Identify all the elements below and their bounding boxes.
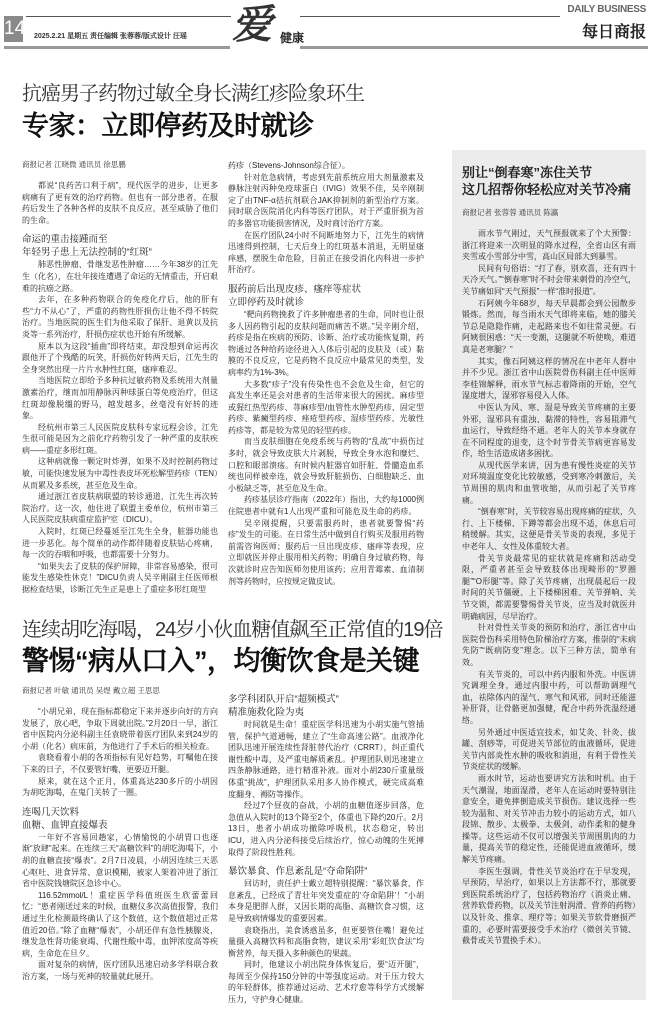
divider [4,46,230,49]
divider [26,16,231,17]
paragraph: 中医认为风、寒、湿是导致关节疼痛的主要外邪，湿邪具有重浊、黏滞的特性，容易阻滞气血运行，导致经络不通。老年人的关节本身就存在不同程度的退变，这个时节骨关节病更容易发作，给生活造成诸多困扰。 [462,402,636,459]
paper-name-cn: 每日商报 [581,22,646,41]
paragraph: 针对骨性关节炎的预防和治疗，浙江省中山医院骨伤科采用特色阶梯治疗方案，推崇的“未病先防”“既病防变”理念。以下三种方法，简单有效。 [462,623,636,667]
section-subheading: 血糖、血钾直接爆表 [22,819,108,831]
section-name: 健康 [280,31,305,45]
paragraph: 原本以为这段“插曲”即将结束，却没想到命运再次跟他开了个残酷的玩笑，肝损伤好转两天后，江先生的全身突然出现一片片水肿性红斑，瘙痒难忍。 [22,341,218,374]
paragraph: 都说“良药苦口利于病”，现代医学的进步，让更多病痛有了更有效的治疗药物。但也有一部分患者，在服药后发生了各种各样的皮肤不良反应，甚至威胁了他们的生命。 [22,181,218,225]
sidebar-title-line: 这几招帮你轻松应对关节冷痛 [462,182,632,197]
article-column [228,160,424,587]
paragraph: 一年好不容易回趟家，心情愉悦的小胡胃口也逐渐“放肆”起来。在连续三天“高糖饮料”的胡吃海喝下，小胡的血糖直接“爆表”。2月7日凌晨，小胡因连续三天恶心呕吐、进食异常、意识模糊，被家人架着冲进了浙江省中医院钱塘院区急诊中心。 [22,832,218,889]
section-subheading: 服药前后出现皮疹、瘙痒等症状 [228,283,362,295]
paragraph: 面对复杂的病情，医疗团队迅速启动多学科联合救治方案，一场与死神的较量就此展开。 [22,960,218,981]
page-number: 14 [4,16,23,42]
paragraph: “小胡兄弟，现在指标都稳定下来并逐步向好的方向发展了，放心吧，争取下周就出院。”2月20日一早，浙江省中医院内分泌科副主任袁晓带着医疗团队来到24岁的小胡（化名）病床前，为他进行了手术后的相关检查。 [22,707,219,751]
paragraph: 当地医院立即给予多种抗过敏药物及系统用大剂量激素治疗，继而加用静脉丙种球蛋白等免疫治疗，但这红斑却像脱缰的野马，越发越多，丝毫没有好转的迹象。 [22,376,218,421]
paragraph: 药疹（Stevens-Johnson综合征）。 [228,161,350,170]
section-subheading: 多学科团队开启“超频模式” [228,694,339,705]
section-subheading: 连喝几天饮料 [22,806,80,818]
paragraph: 袁晓看着小胡的各项指标有见好趋势，叮嘱他在接下来的日子，不仅要管好嘴，更要迈开腿。 [22,753,218,774]
byline: 商报记者 张蓉蓉 通讯员 陈瀛 [462,208,559,217]
section-logo: 爱 [232,1,272,48]
section-subheading: 命运的重击接踵而至 [22,234,108,246]
paragraph: 在医疗团队24小时不间断地努力下，江先生的病情迅速得到控制，七天后身上的红斑基本消退，无明显瘙痒感，摆脱生命危险，目前正在接受消化内科进一步护肝治疗。 [228,230,424,275]
paragraph: 肺恶性肿瘤、骨继发恶性肿瘤……今年38岁的江先生（化名），在壮年接连遭遇了命运的无情重击，开启艰难的抗癌之路。 [22,260,218,293]
sidebar-title [462,164,636,198]
paragraph: 其实，像石阿姨这样的情况在中老年人群中并不少见。浙江省中山医院骨伤科副主任中医师李桂锦解释，雨水节气标志着降雨的开始，空气湿度增大，湿邪容易侵入人体。 [462,356,636,401]
paragraph: 从现代医学来讲，因为患有慢性炎症的关节对环境温度变化比较敏感，受到寒冷刺激后，关节周围的肌肉和血管收缩，从而引起了关节疼痛。 [462,460,636,505]
sidebar-article-joint-pain [452,150,646,1000]
paragraph: 石阿姨今年68岁，每天早晨都会到公园散步锻炼。然而，每当雨水天气即将来临，她的膝关节总是隐隐作痛，走起路来也不如往常灵便。石阿姨很困惑：“天一变潮，这腿就不听使唤，难道真是老寒腿？” [462,298,636,354]
paragraph: 针对危急病情，考虑到先前系统应用大剂量激素及静脉注射丙种免疫球蛋白（IVIG）效果不佳，吴辛刚制定了由TNF-α拮抗剂联合JAK抑制剂的新型治疗方案。同时联合医院消化内科等医疗团队，对于严重肝损为首的多器官功能损害情况，及时商讨治疗方案。 [228,172,424,228]
article-column [22,686,218,982]
section-subheading: 立即停药及时就诊 [228,296,305,308]
paragraph: 雨水节气刚过，天气预报就来了个大预警：浙江将迎来一次明显的降水过程，全省山区有雨夹雪或小雪部分中雪，高山区局部大到暴雪。 [462,229,636,262]
section-subheading: 年轻男子患上无法控制的“红斑” [22,247,152,259]
paragraph: 另外通过中医适宜技术，如艾灸、针灸、拔罐、刮痧等，可促进关节部位的血液循环，促进关节内部炎性水肿的吸收和消退，有利于骨性关节炎症状的缓解。 [462,727,636,772]
paragraph: “倒春寒”时，关节较容易出现疼痛的症状，久行、上下楼梯、下蹲等都会出现不适，休息后可稍缓解。其实，这便是骨关节炎的表现，多见于中老年人、女性及体重较大者。 [462,507,636,552]
paragraph: 经过7个昼夜的奋战，小胡的血糖值逐步回落，危急值从入院时的13个降至2个，体重也下降约20斤。2月13日，患者小胡成功撤除呼吸机，状态稳定，转出ICU，进入内分泌科接受后续治疗，惊心动魄的生死搏取得了阶段性胜利。 [228,801,424,857]
paragraph: 大多数“疹子”没有传染性也不会危及生命，但它的高发生率还是会对患者的生活带来很大的困扰。麻疹型或猩红热型药疹、荨麻疹型/血管性水肿型药疹、固定型药疹、紫癜型药疹、痤疮型药疹、湿疹型药疹、光敏性药疹等，都是较为常见的轻型药疹。 [228,379,424,435]
sidebar-title-line: 别让“倒春寒”冻住关节 [462,165,593,180]
paragraph: 去年，在多种药物联合的免疫化疗后，他的肝有些“力不从心”了，严重的药物性肝损伤让他不得不转院治疗。当地医院的医生们为他采取了保肝、退黄以及抗炎等一系列治疗，肝损伤症状也开始有所缓解。 [22,295,218,339]
article-subtitle: 抗癌男子药物过敏全身长满红疹险象环生 [22,83,364,105]
sidebar-column [462,208,636,947]
paragraph: “如果失去了皮肤的保护屏障，非常容易感染，很可能发生感染性休克！”DICU负责人吴辛刚副主任医师根据检查结果，诊断江先生正是患上了重症多形红斑型 [22,561,218,594]
section-subheading: 精准施救化险为夷 [228,707,305,718]
article-column [22,160,218,596]
byline: 商报记者 江晓微 通讯员 徐思鹏 [22,160,126,169]
paragraph: 吴辛刚提醒，只要需服药时，患者就要警惕“药疹”发生的可能。在日常生活中做到自行购买及服用药物前需咨询医师；服药后一旦出现皮疹、瘙痒等表现，应立即就医并停止服用相关药物；明确自身过敏药物，每次就诊时应告知医师勿使用该药；应用青霉素、血清制剂等药物时，应按规定做皮试。 [228,518,424,586]
paragraph: 李医生强调，骨性关节炎治疗在于早发现，早预防，早治疗，如果以上方法都不行，那就要到医院系统治疗了，包括药物治疗（消炎止痛、营养软骨药物，以及关节注射润滑、营养的药物）以及针灸、推拿、理疗等；如果关节软骨磨损严重的，必要时需要接受手术治疗（微创关节镜、截骨或关节置换手术）。 [462,866,636,946]
paragraph: “靶向药物挽救了许多肿瘤患者的生命，同时也让很多人因药物引起的皮肤问题而痛苦不堪。”吴辛刚介绍，药疹是指在疾病的预防、诊断、治疗或功能恢复期，药物通过各种给药途径进入人体后引起的皮肤及（或）黏膜的不良反应，它是药物不良反应中最常见的类型，发病率约为1%-3%。 [228,309,424,377]
divider [300,46,648,49]
paragraph: 骨关节炎最常见的症状就是疼痛和活动受限，严重者甚至会导致肢体出现畸形的“罗圈腿”“O形腿”等。除了关节疼痛，出现晨起后一段时间的关节僵硬、上下楼梯困难、关节弹响、关节交锁，都需要警惕骨关节炎，应当及时就医并明确病因，尽早治疗。 [462,553,636,621]
paragraph: 这种病就像一颗定时炸弹，如果不及时控制药物过敏，可能快速发展为中毒性表皮坏死松解型药疹（TEN）从而累及多系统，甚至危及生命。 [22,457,218,490]
paragraph: 116.52mmol/L！重症医学科值班医生欣蕾蕾回忆：“患者刚送过来的时候，血糖仪多次高值报警，我们通过生化检测最终确认了这个数值，这个数值超过正常值近20倍。”除了血糖“爆表”，小胡还伴有急性胰腺炎，继发急性肾功能衰竭、代谢性酸中毒，血钾浓度高等疾病，生命危在旦夕。 [22,890,218,958]
paragraph: 经杭州市第三人民医院皮肤科专家远程会诊，江先生很可能是因为之前化疗药物引发了一种严重的皮肤疾病——重症多形红斑。 [22,422,218,455]
paragraph: 同时，他建议小胡出院身体恢复后，要“迈开腿”，每周至少保持150分钟的中等强度运动。对于压力较大的年轻群体，推荐通过运动、艺术疗愈等科学方式缓解压力，守护身心健康。 [228,960,424,1005]
article-subtitle: 连续胡吃海喝，24岁小伙血糖值飙至正常值的19倍 [22,619,443,641]
paragraph: 时间就是生命！重症医学科迅速为小胡实施气管插管，保护气道通畅，建立了“生命高速公路”。血液净化团队迅速开展连续性肾脏替代治疗（CRRT），纠正重代谢性酸中毒，及严重电解质紊乱。护理团队则迅速建立四条静脉通路，进行精准补液。面对小胡230斤重量级体重“挑战”，护理团队采用多人协作模式，硬完成高难度翻身、褥防等操作。 [228,720,424,799]
paragraph: 雨水时节，运动也要讲究方法和时机。由于天气潮湿，地面湿滑，老年人在运动时要特别注意安全，避免摔倒造成关节损伤。建议选择一些较为温和、对关节冲击力较小的运动方式，如八段锦、散步、太极拳、太极剑、动作柔和的健身操等。这些运动不仅可以增强关节周围肌肉的力量，提高关节的稳定性，还能促进血液循环，缓解关节疼痛。 [462,773,636,865]
article-title: 专家：立即停药及时就诊 [22,111,314,141]
article-column [228,686,424,1006]
paragraph: 民间有句俗语：“打了春，别欢喜，还有四十天冷天气。”“倒春寒”时不时会带来刺骨的冷空气，关节痛如同“天气预报”一样“准时报道”。 [462,263,636,296]
paragraph: 入院时，红斑已经蔓延至江先生全身，脏器功能也进一步恶化。每个简单的动作都伴随着皮肤钻心疼痛，每一次的吞咽和呼吸，也都需要十分努力。 [22,527,218,560]
article-title: 警惕“病从口入”，均衡饮食是关键 [22,646,419,676]
byline: 商报记者 叶敏 通讯员 吴煜 戴立超 王思思 [22,686,160,695]
paragraph: 袁晓指出，美食诱惑虽多，但更要管住嘴！避免过量摄入高糖饮料和高脂食物，建议采用“彩虹饮食法”均衡营养，每天摄入多种颜色的果蔬。 [228,925,424,958]
paragraph: 回访时，责任护士戴立超特别提醒：“暴饮暴食、作息紊乱，已经成了青壮年突发重症的‘夺命陷阱’！”小胡本身是肥胖人群，又因长期的高脂、高糖饮食习惯，这是导致病情爆发的重要因素。 [228,879,424,923]
paragraph: 药疹基层诊疗指南（2022年）指出，大约每1000例住院患者中就有1人出现严重和可能危及生命的药疹。 [228,495,424,517]
paragraph: 而当皮肤细胞在免疫系统与药物的“乱战”中损伤过多时，就会导致皮肤大片剥脱，导致全身水泡和糜烂、口腔和眼部溃疡。有时候内脏器官如肝脏、骨髓造血系统也同样被牵连，就会导致肝脏损伤、白细胞缺乏、血小板缺乏等，甚至危及生命。 [228,437,424,493]
paragraph: 原来，就在这个正月，体重高达230多斤的小胡因为胡吃海喝，在鬼门关转了一圈。 [22,776,218,798]
paragraph: 通过浙江省皮肤病联盟的转诊通道，江先生再次转院治疗。这一次，他住进了联盟主委单位，杭州市第三人民医院皮肤病重症监护室（DICU）。 [22,492,218,525]
section-subheading: 暴饮暴食、作息紊乱是“夺命陷阱” [228,866,368,878]
dateline: 2025.2.21 星期五 责任编辑 张蓉蓉/版式设计 汪瑶 [34,33,187,40]
divider [300,16,560,17]
paper-name-en: DAILY BUSINESS [567,4,646,15]
paragraph: 有关节炎的，可以中药内服和外洗。中医讲究调理全身，通过内服中药，可以帮助调理气血，祛除体内的湿气、寒气和风邪，同时还能滋补肝肾，让骨骼更加强健，配合中药外洗温经通络。 [462,669,636,725]
